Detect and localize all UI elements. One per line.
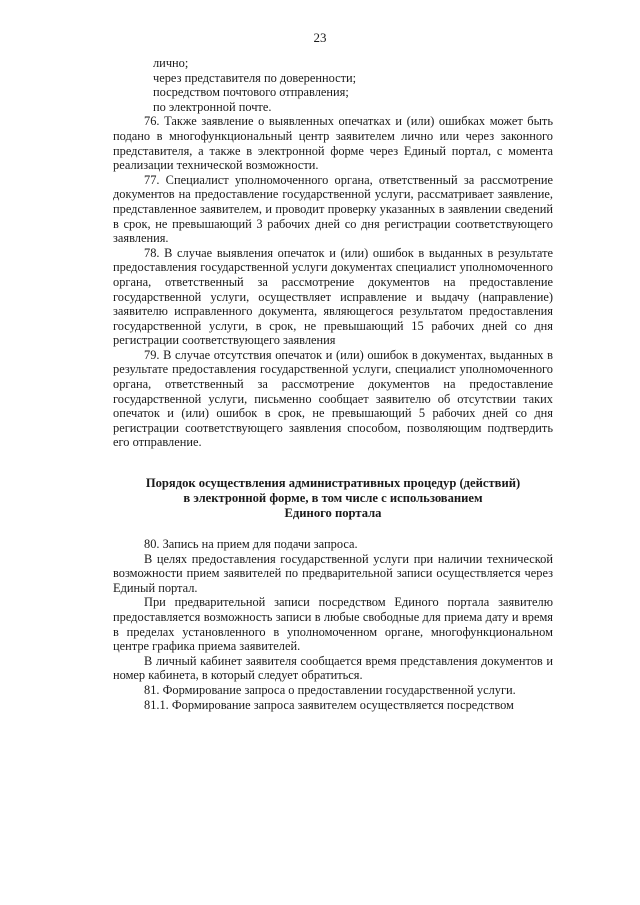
section-heading-line: в электронной форме, в том числе с использованием	[183, 491, 483, 506]
section-heading-line: Единого портала	[284, 506, 382, 521]
paragraph-80-technical: В целях предоставления государственной услуги при наличии технической возможности прием заявителей по предварительной записи осуществляется через Единый портал.	[113, 551, 553, 595]
list-item: через представителя по доверенности;	[153, 70, 357, 85]
paragraph-77: 77. Специалист уполномоченного органа, ответственный за рассмотрение документов на предоставление государственной услуги, рассматривает заявление, представленное заявителем, и проводит проверку указанных в заявлении сведений в срок, не превышающий 3 рабочих дней со дня регистрации соответствующего заявления.	[113, 172, 553, 246]
section-heading	[113, 476, 553, 521]
paragraph-81-1: 81.1. Формирование запроса заявителем осуществляется посредством	[144, 697, 514, 712]
paragraph-80: 80. Запись на прием для подачи запроса.	[144, 537, 358, 552]
submission-methods-list	[113, 56, 553, 114]
paragraph-81: 81. Формирование запроса о предоставлении государственной услуги.	[144, 682, 516, 697]
paragraph-76: 76. Также заявление о выявленных опечатках и (или) ошибках может быть подано в многофункциональный центр заявителем лично или через законного представителя, а также в электронной форме через Единый портал, с момента реализации технической возможности.	[113, 114, 553, 173]
document-body	[113, 56, 553, 712]
list-item: по электронной почте.	[153, 99, 272, 114]
paragraph-79: 79. В случае отсутствия опечаток и (или) ошибок в документах, выданных в результате предоставления государственной услуги, специалист уполномоченного органа, ответственный за рассмотрение документов на предоставление государственной услуги, письменно сообщает заявителю об отсутствии таких опечаток и (или) ошибок в срок, не превышающий 5 рабочих дней со дня регистрации соответствующего заявления способом, позволяющим подтвердить его отправление.	[113, 347, 553, 450]
list-item: лично;	[153, 56, 189, 70]
section-heading-line: Порядок осуществления административных процедур (действий)	[145, 476, 521, 491]
paragraph-78: 78. В случае выявления опечаток и (или) ошибок в выданных в результате предоставления государственной услуги документах специалист уполномоченного органа, ответственный за рассмотрение документов на предоставление государственной услуги, осуществляет исправление и выдачу (направление) заявителю исправленного документа, являющегося результатом предоставления государственной услуги, в срок, не превышающий 15 рабочих дней со дня регистрации соответствующего заявления	[113, 245, 553, 348]
paragraph-80-cabinet: В личный кабинет заявителя сообщается время представления документов и номер кабинета, в который следует обратиться.	[113, 653, 553, 683]
list-item: посредством почтового отправления;	[153, 85, 349, 100]
page-number: 23	[313, 30, 327, 45]
paragraph-80-preregistration: При предварительной записи посредством Единого портала заявителю предоставляется возможность записи в любые свободные для приема дату и время в пределах установленного в уполномоченном органе, многофункциональном центре графика приема заявителей.	[113, 595, 553, 654]
